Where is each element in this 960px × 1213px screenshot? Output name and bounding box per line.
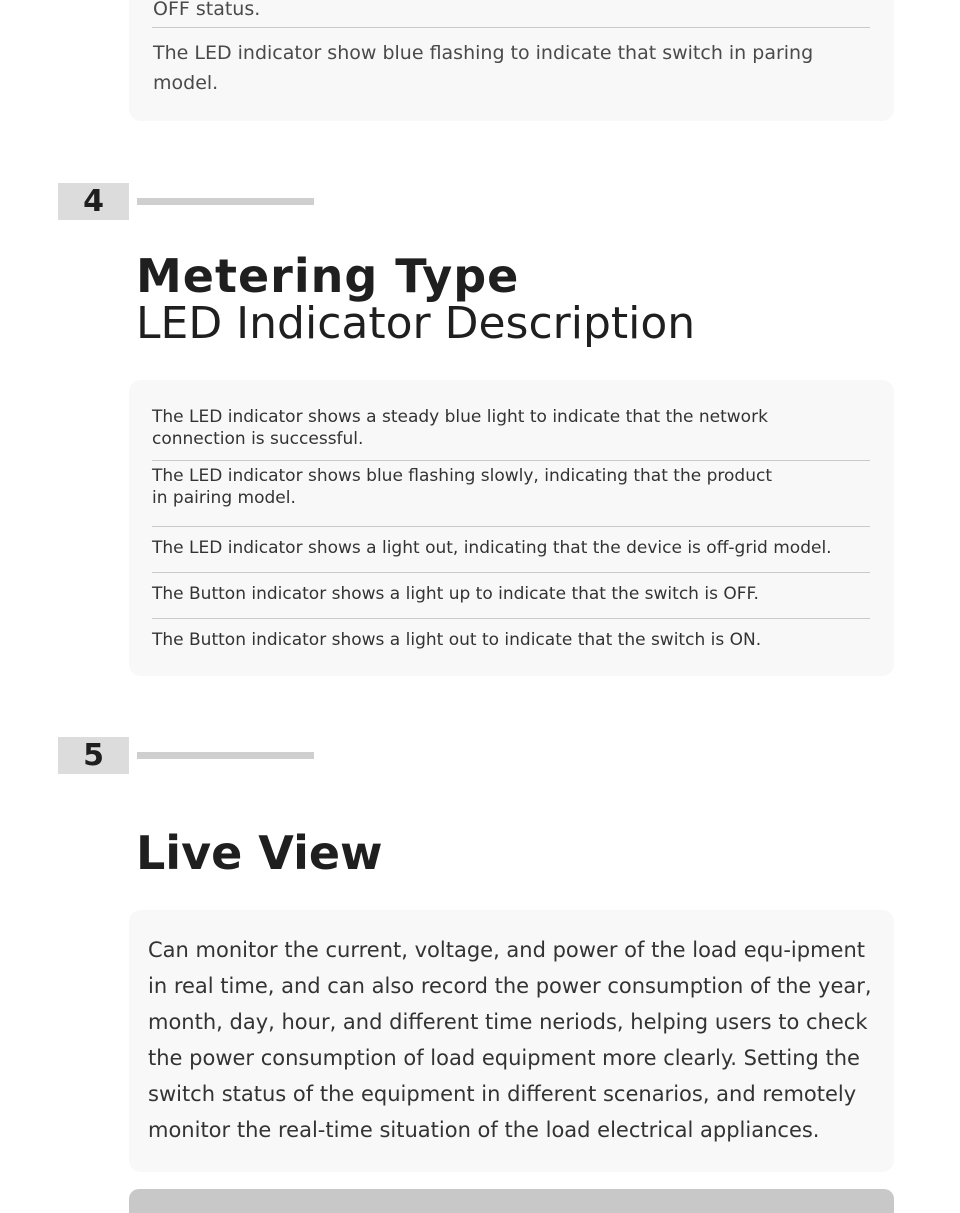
section-number: 5 [58, 737, 129, 774]
section3-text-line: The LED indicator show blue flashing to indicate that switch in paring model. [153, 42, 814, 94]
live-view-description: Can monitor the current, voltage, and power of the load equ-ipment in real time, and can also record the power consumption of the year, month, day, hour, and different time neriods, helping users to check the power consumption of load equipment more clearly. Setting the switch status of the equipment in different scenarios, and remotely monitor the real-time situation of the load electrical appliances. [148, 938, 872, 1142]
list-item [152, 619, 870, 665]
section-number: 4 [58, 183, 129, 220]
section4-title: Metering Type [136, 249, 520, 303]
section4-subtitle: LED Indicator Description [136, 298, 696, 349]
list-item-text: The LED indicator shows blue flashing slowly, indicating that the product in pairing model. [152, 466, 772, 508]
list-item-text: The Button indicator shows a light out to indicate that the switch is ON. [152, 630, 762, 650]
led-description-card [129, 380, 894, 676]
list-item-text: The LED indicator shows a steady blue light to indicate that the network connection is successful. [152, 407, 768, 449]
live-view-card [129, 910, 894, 1172]
list-item [152, 527, 870, 573]
led-description-list [152, 402, 870, 665]
list-item [152, 402, 870, 461]
section3-text-line: OFF status. [153, 0, 261, 20]
list-item-text: The Button indicator shows a light up to indicate that the switch is OFF. [152, 584, 759, 604]
divider [152, 27, 870, 28]
list-item-text: The LED indicator shows a light out, indicating that the device is off-grid model. [152, 538, 832, 558]
section5-title: Live View [136, 826, 383, 880]
section3-card [129, 0, 894, 121]
section-divider-bar [137, 752, 314, 759]
list-item [152, 573, 870, 619]
section-divider-bar [137, 198, 314, 205]
next-section-card-edge [129, 1189, 894, 1213]
list-item [152, 461, 870, 527]
